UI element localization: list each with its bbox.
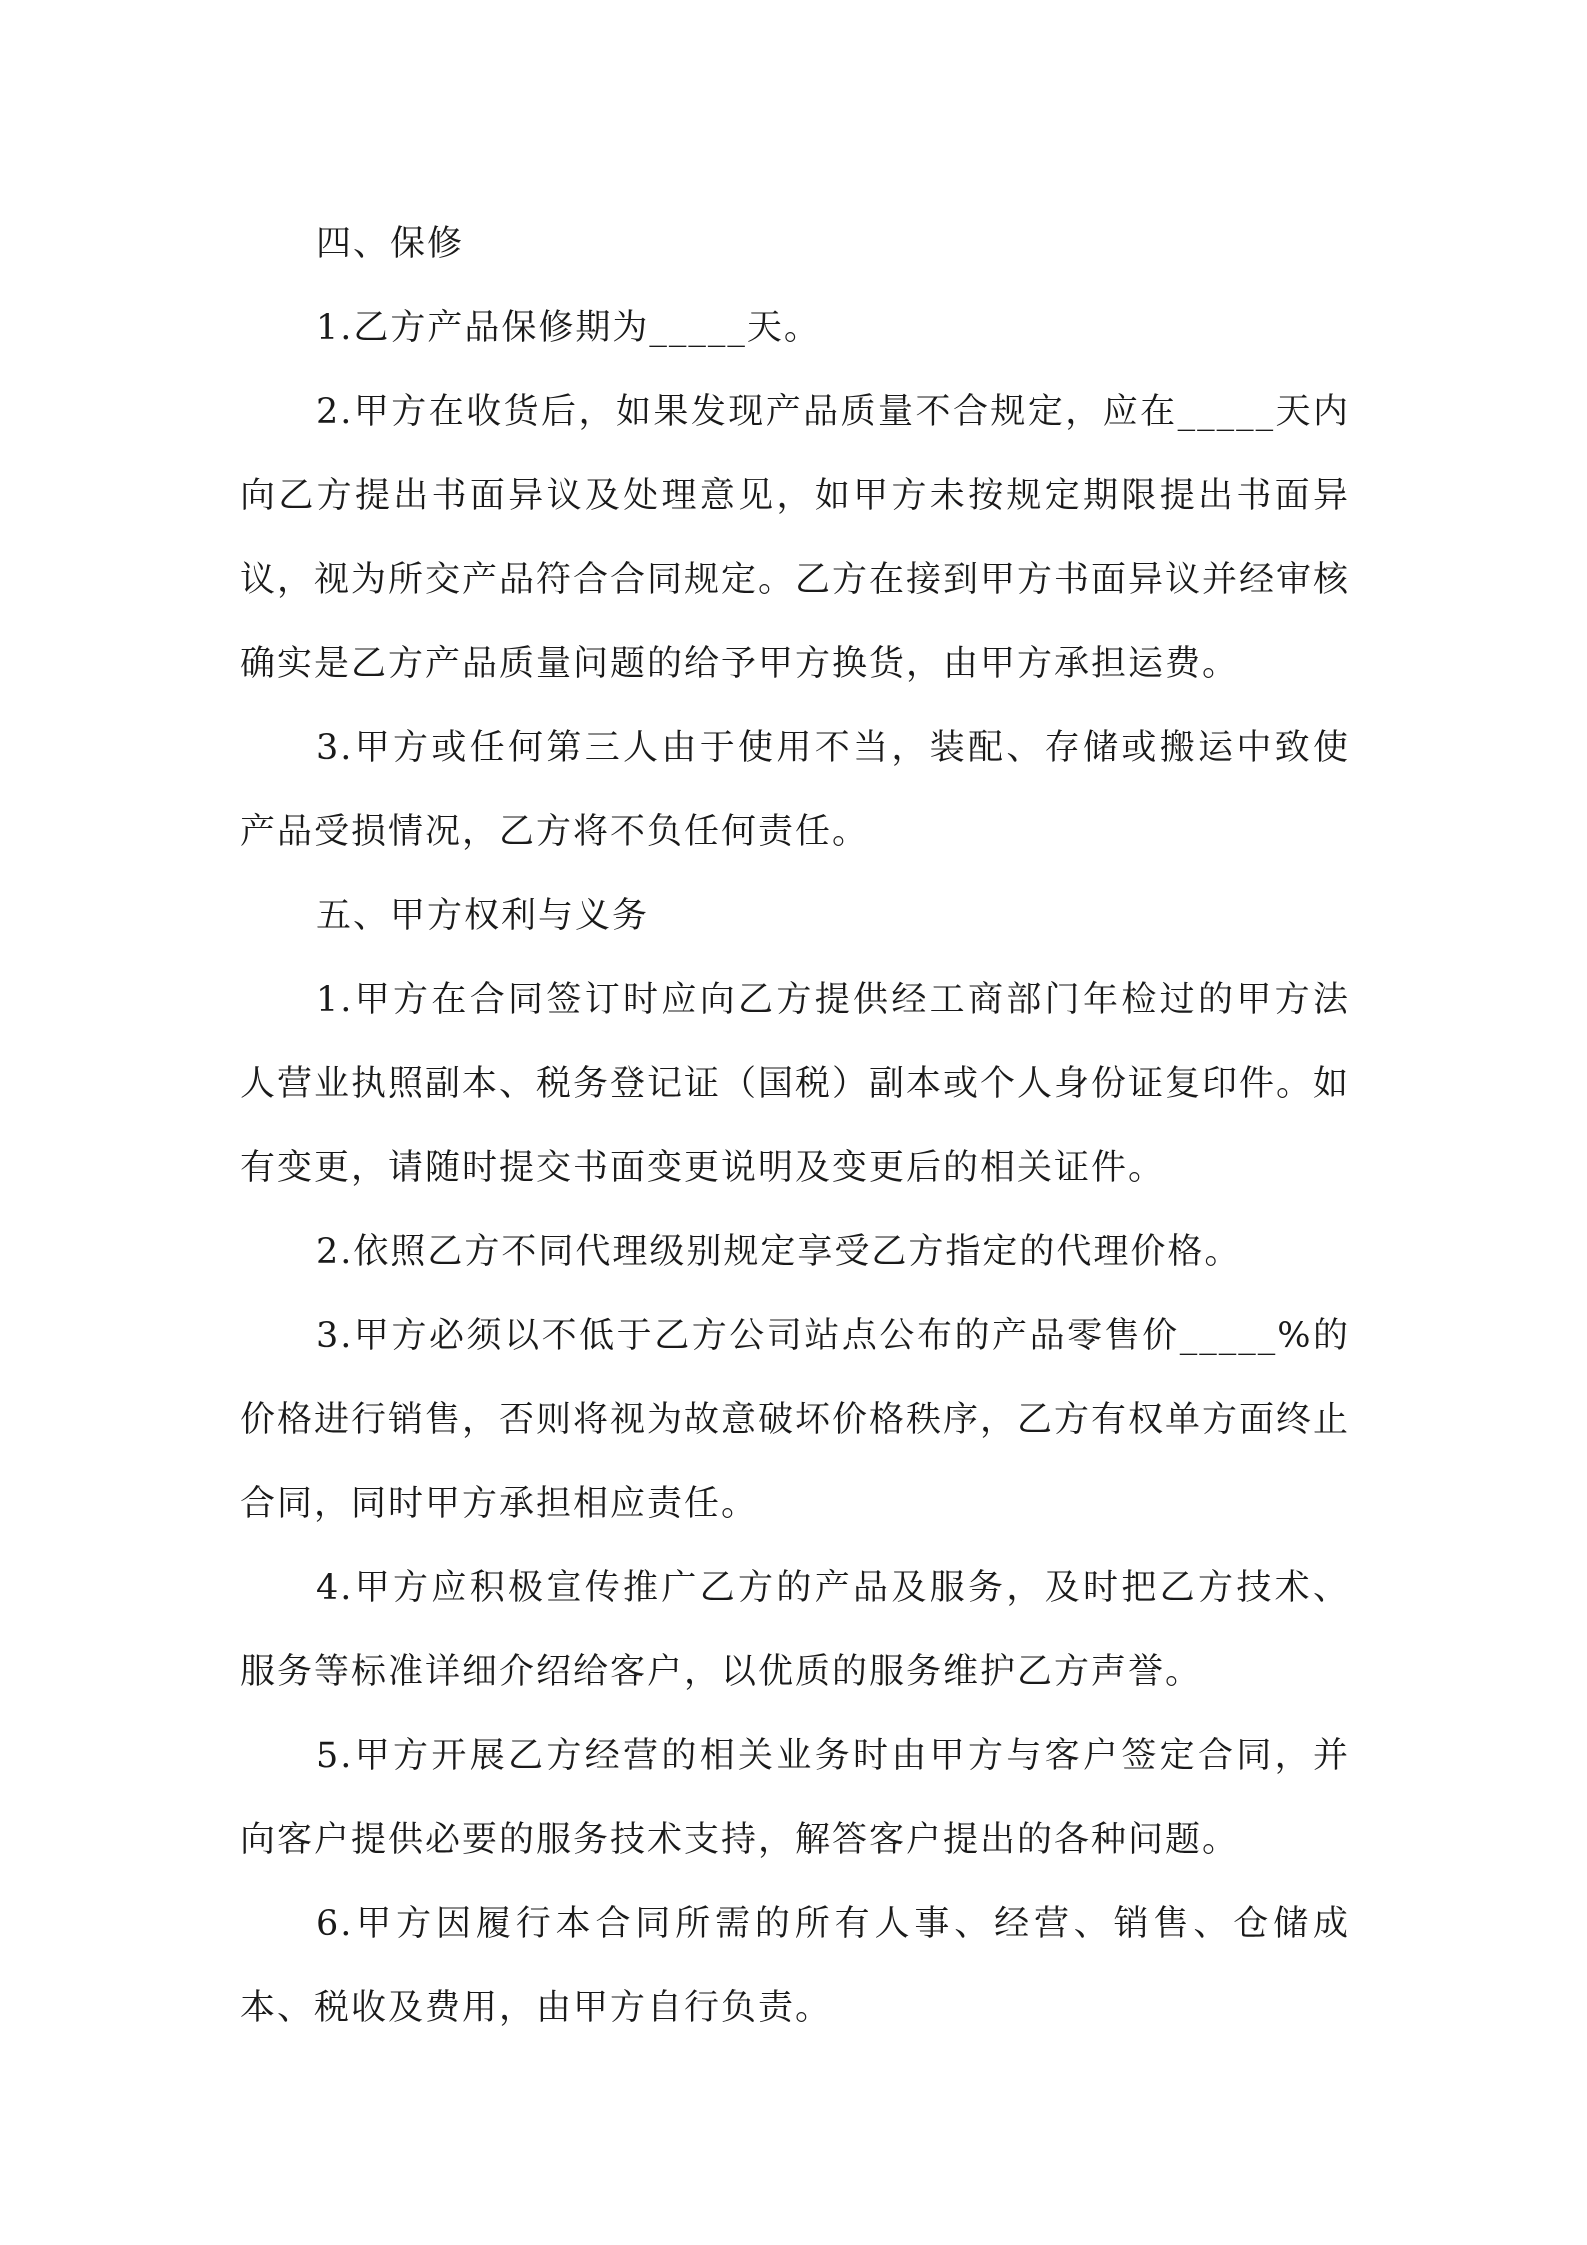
document-body [240,202,1350,2050]
section-heading-warranty: 四、保修 [316,224,465,264]
party-a-clause-3: 3.甲方必须以不低于乙方公司站点公布的产品零售价_____%的价格进行销售，否则将视为故意破坏价格秩序，乙方有权单方面终止合同，同时甲方承担相应责任。 [240,1316,1351,1524]
party-a-clause-5: 5.甲方开展乙方经营的相关业务时由甲方与客户签定合同，并向客户提供必要的服务技术支持，解答客户提出的各种问题。 [240,1736,1350,1860]
party-a-clause-4: 4.甲方应积极宣传推广乙方的产品及服务，及时把乙方技术、服务等标准详细介绍给客户，以优质的服务维护乙方声誉。 [240,1568,1350,1692]
party-a-clause-2: 2.依照乙方不同代理级别规定享受乙方指定的代理价格。 [316,1232,1242,1272]
party-a-clause-1: 1.甲方在合同签订时应向乙方提供经工商部门年检过的甲方法人营业执照副本、税务登记证（国税）副本或个人身份证复印件。如有变更，请随时提交书面变更说明及变更后的相关证件。 [240,980,1351,1188]
warranty-clause-3: 3.甲方或任何第三人由于使用不当，装配、存储或搬运中致使产品受损情况，乙方将不负任何责任。 [240,728,1350,852]
warranty-clause-2: 2.甲方在收货后，如果发现产品质量不合规定，应在_____天内向乙方提出书面异议及处理意见，如甲方未按规定期限提出书面异议，视为所交产品符合合同规定。乙方在接到甲方书面异议并经审核确实是乙方产品质量问题的给予甲方换货，由甲方承担运费。 [240,392,1351,684]
warranty-clause-1: 1.乙方产品保修期为_____天。 [316,308,821,348]
party-a-clause-6: 6.甲方因履行本合同所需的所有人事、经营、销售、仓储成本、税收及费用，由甲方自行负责。 [240,1904,1350,2028]
section-heading-party-a-rights: 五、甲方权利与义务 [316,896,650,936]
